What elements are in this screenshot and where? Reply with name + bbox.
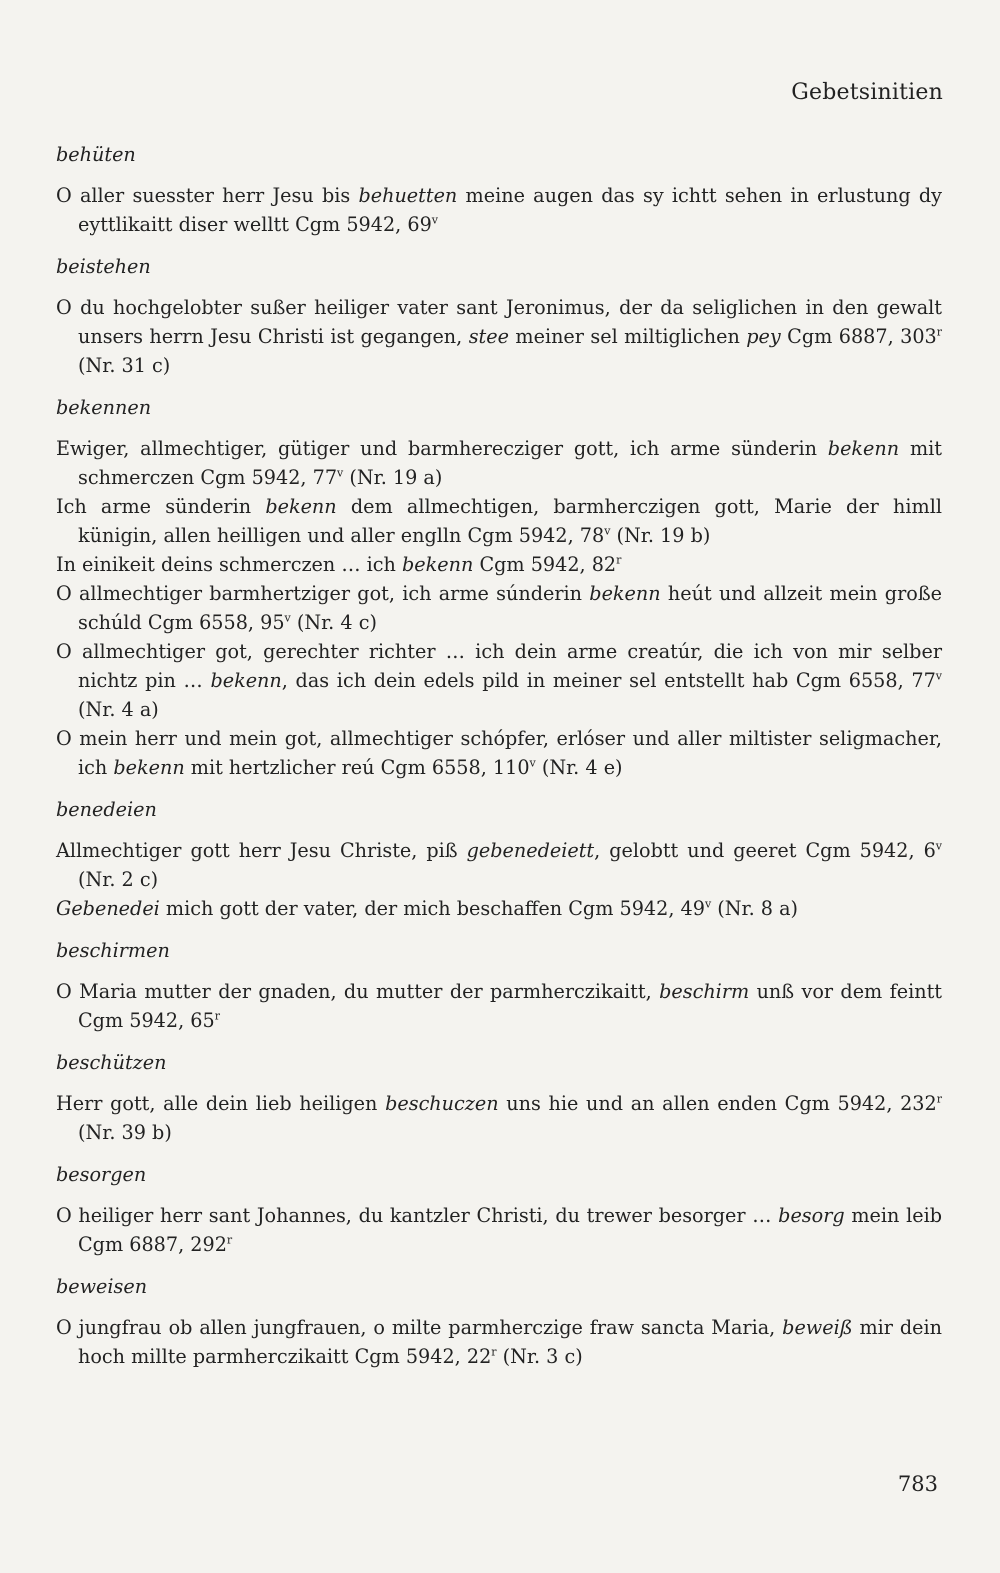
entry-text: O mein herr und mein got, allmechtiger schópfer, erlóser und aller miltister seligmacher, ich	[56, 727, 942, 779]
entry-text: Herr gott, alle dein lieb heiligen	[56, 1092, 386, 1115]
section-heading: behüten	[56, 143, 136, 166]
entry-text: mein leib Cgm 6887, 292	[78, 1204, 942, 1256]
section-heading: beweisen	[56, 1275, 148, 1298]
prayer-entry	[56, 1201, 942, 1259]
prayer-entry	[56, 1313, 942, 1371]
section-heading: beschützen	[56, 1051, 167, 1074]
keyword: besorg	[778, 1204, 845, 1227]
keyword: beschuczen	[385, 1092, 499, 1115]
entry-text: Ewiger, allmechtiger, gütiger und barmherecziger gott, ich arme sünderin	[56, 437, 828, 460]
folio-side: v	[935, 839, 942, 853]
entry-text: meine augen das sy ichtt sehen in erlustung dy eyttlikaitt diser welltt Cgm 5942, 69	[78, 184, 942, 236]
folio-side: r	[616, 553, 622, 567]
entry-text: Ich arme sünderin	[56, 495, 266, 518]
entry-text: (Nr. 19 b)	[610, 524, 711, 547]
prayer-entry	[56, 724, 942, 782]
entry-text: (Nr. 19 a)	[343, 466, 443, 489]
entry-text: O aller suesster herr Jesu bis	[56, 184, 359, 207]
keyword: beweiß	[782, 1316, 853, 1339]
keyword: Gebenedei	[56, 897, 160, 920]
keyword: bekenn	[589, 582, 661, 605]
prayer-entry	[56, 434, 942, 492]
running-header: Gebetsinitien	[791, 80, 943, 105]
page-number: 783	[897, 1472, 938, 1496]
prayer-entry	[56, 550, 942, 579]
section-heading: bekennen	[56, 396, 152, 419]
folio-side: r	[936, 1092, 942, 1106]
keyword: bekenn	[827, 437, 900, 460]
prayer-entry	[56, 579, 942, 637]
folio-side: v	[529, 756, 536, 770]
prayer-entry	[56, 977, 942, 1035]
folio-side: v	[704, 897, 712, 911]
entry-text: In einikeit deins schmerczen … ich	[56, 553, 402, 576]
entry-text: (Nr. 39 b)	[78, 1121, 172, 1144]
prayer-entry	[56, 181, 942, 239]
section-heading: besorgen	[56, 1163, 147, 1186]
section-heading: beschirmen	[56, 939, 170, 962]
entry-text: O allmechtiger barmhertziger got, ich arme súnderin	[56, 582, 590, 605]
entry-text: Cgm 6887, 303	[780, 325, 937, 348]
entry-text: Cgm 5942, 82	[473, 553, 617, 576]
folio-side: v	[284, 611, 291, 625]
keyword: bekenn	[402, 553, 474, 576]
entry-text: heút und allzeit mein große schúld Cgm 6558, 95	[78, 582, 942, 634]
folio-side: v	[337, 466, 344, 480]
keyword: bekenn	[210, 669, 282, 692]
folio-side: v	[431, 213, 438, 227]
keyword: bekenn	[113, 756, 185, 779]
prayer-entry	[56, 836, 942, 894]
entry-text: (Nr. 2 c)	[78, 868, 159, 891]
entry-text: O Maria mutter der gnaden, du mutter der parmherczikaitt,	[56, 980, 660, 1003]
entry-text: mit hertzlicher reú Cgm 6558, 110	[184, 756, 530, 779]
keyword: stee	[468, 325, 509, 348]
entry-text: mit schmerczen Cgm 5942, 77	[78, 437, 942, 489]
keyword: beschirm	[659, 980, 750, 1003]
entry-text: (Nr. 4 a)	[78, 698, 159, 721]
prayer-entry	[56, 293, 942, 380]
entry-text: uns hie und an allen enden Cgm 5942, 232	[498, 1092, 937, 1115]
folio-side: v	[935, 669, 943, 683]
folio-side: r	[226, 1233, 233, 1247]
entry-text: unß vor dem feintt Cgm 5942, 65	[78, 980, 942, 1032]
entry-text: (Nr. 8 a)	[711, 897, 799, 920]
keyword: pey	[746, 325, 781, 348]
prayer-entry	[56, 894, 942, 923]
entry-text: O jungfrau ob allen jungfrauen, o milte parmherczige fraw sancta Maria,	[56, 1316, 783, 1339]
entry-text: meiner sel miltiglichen	[508, 325, 747, 348]
keyword: bekenn	[265, 495, 337, 518]
keyword: gebenedeiett	[466, 839, 595, 862]
entry-text: O heiliger herr sant Johannes, du kantzler Christi, du trewer besorger …	[56, 1204, 779, 1227]
entry-text: , gelobtt und geeret Cgm 5942, 6	[594, 839, 936, 862]
entry-text: dem allmechtigen, barmherczigen gott, Marie der himll künigin, allen heilligen und aller englln Cgm 5942, 78	[78, 495, 943, 547]
entry-text: O du hochgelobter sußer heiliger vater sant Jeronimus, der da seliglichen in den gewalt unsers herrn Jesu Christi ist gegangen,	[56, 296, 942, 348]
entry-text: (Nr. 3 c)	[496, 1345, 583, 1368]
entry-text: Allmechtiger gott herr Jesu Christe, piß	[56, 839, 467, 862]
entry-text: (Nr. 31 c)	[78, 354, 171, 377]
entry-text: (Nr. 4 e)	[535, 756, 623, 779]
section-heading: beistehen	[56, 255, 151, 278]
prayer-entry	[56, 1089, 942, 1147]
keyword: behuetten	[358, 184, 458, 207]
entry-text: (Nr. 4 c)	[290, 611, 377, 634]
folio-side: r	[214, 1009, 220, 1023]
prayer-entry	[56, 637, 942, 724]
section-heading: benedeien	[56, 798, 157, 821]
index-content	[56, 140, 942, 1371]
entry-text: mich gott der vater, der mich beschaffen Cgm 5942, 49	[159, 897, 705, 920]
entry-text: , das ich dein edels pild in meiner sel entstellt hab Cgm 6558, 77	[281, 669, 936, 692]
entry-text: mir dein hoch millte parmherczikaitt Cgm 5942, 22	[78, 1316, 942, 1368]
folio-side: r	[491, 1345, 497, 1359]
folio-side: r	[936, 325, 942, 339]
folio-side: v	[604, 524, 611, 538]
prayer-entry	[56, 492, 942, 550]
entry-text: O allmechtiger got, gerechter richter … ich dein arme creatúr, die ich von mir selber nichtz pin …	[56, 640, 942, 692]
